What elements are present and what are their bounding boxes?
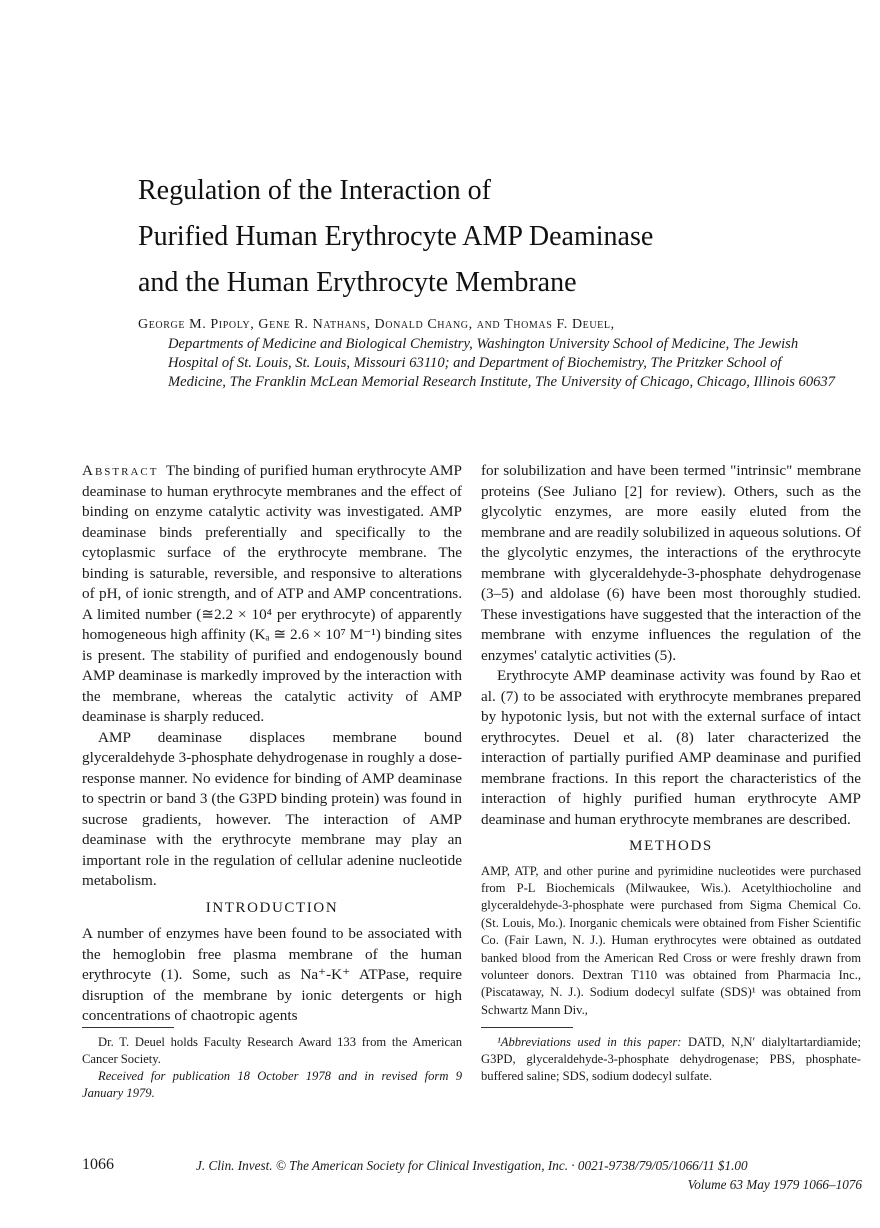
abbreviations-label: ¹Abbreviations used in this paper:	[497, 1035, 682, 1049]
footnote-rule-right	[481, 1027, 573, 1028]
journal-citation: J. Clin. Invest. © The American Society for Clinical Investigation, Inc. · 0021-9738/79/05/1066/11 $1.00	[196, 1158, 748, 1173]
article-title	[138, 168, 838, 306]
abstract-text-1: The binding of purified human erythrocyte AMP deaminase to human erythrocyte membranes and the effect of binding on enzyme catalytic activity was investigated. AMP deaminase binds preferentially and specifically to the cytoplasmic surface of the erythrocyte membrane. The binding is saturable, reversible, and responsive to alterations of pH, of ionic strength, and of ATP and AMP concentrations. A limited number (≅2.2 × 10⁴ per erythrocyte) of apparently homogeneous high affinity (Kₐ ≅ 2.6 × 10⁷ M⁻¹) binding sites is present. The stability of purified and endogenously bound AMP deaminase is markedly improved by the interaction with the membrane, whereas the catalytic activity of AMP deaminase is sharply reduced.	[82, 462, 462, 725]
footnotes-left	[82, 1034, 462, 1102]
author-list: George M. Pipoly, Gene R. Nathans, Donald Chang, and Thomas F. Deuel,	[138, 317, 615, 332]
left-column	[82, 461, 462, 1027]
introduction-paragraph-1-cont: for solubilization and have been termed "intrinsic" membrane proteins (See Juliano [2] for review). Others, such as the glycolytic enzymes, are more easily eluted from the membrane and are readily solubilized in aqueous solutions. Of the glycolytic enzymes, the interactions of the erythrocyte membrane with glyceraldehyde-3-phosphate dehydrogenase (3–5) and aldolase (6) have been most thoroughly studied. These investigations have suggested that the interaction of the membrane with enzyme influences the regulation of the enzymes' catalytic activities (5).	[481, 462, 862, 664]
footnote-abbreviations	[481, 1034, 861, 1085]
methods-heading: METHODS	[629, 838, 713, 854]
page-number: 1066	[82, 1156, 114, 1173]
title-line-3: and the Human Erythrocyte Membrane	[138, 267, 577, 298]
title-line-2: Purified Human Erythrocyte AMP Deaminase	[138, 221, 654, 252]
volume-info: Volume 63 May 1979 1066–1076	[687, 1177, 862, 1192]
footnote-rule-left	[82, 1027, 174, 1028]
title-line-1: Regulation of the Interaction of	[138, 175, 491, 206]
right-column	[481, 461, 861, 1019]
footnote-received: Received for publication 18 October 1978 and in revised form 9 January 1979.	[82, 1069, 462, 1100]
abstract-paragraph-1	[82, 461, 462, 728]
introduction-heading: INTRODUCTION	[205, 899, 339, 916]
abbreviations-text: DATD, N,N′ dialyltartardiamide; G3PD, glyceraldehyde-3-phosphate dehydrogenase; PBS, phosphate-buffered saline; SDS, sodium dodecyl sulfate.	[481, 1035, 861, 1083]
footnotes-right	[481, 1034, 861, 1085]
abstract-label: Abstract	[82, 462, 159, 479]
introduction-paragraph-2: Erythrocyte AMP deaminase activity was found by Rao et al. (7) to be associated with erythrocyte membranes prepared by hypotonic lysis, but not with the external surface of intact erythrocytes. Deuel et al. (8) later characterized the interaction of partially purified AMP deaminase and purified membrane fractions. In this report the characteristics of the interaction of highly purified human erythrocyte AMP deaminase and human erythrocyte membranes are described.	[481, 667, 861, 828]
introduction-paragraph-1-start: A number of enzymes have been found to be associated with the hemoglobin free plasma membrane of the human erythrocyte (1). Some, such as Na⁺-K⁺ ATPase, require disruption of the membrane by ionic detergents or high concentrations of chaotropic agents	[82, 925, 462, 1024]
author-affiliations: Departments of Medicine and Biological Chemistry, Washington University School of Medicine, The Jewish Hospital of St. Louis, St. Louis, Missouri 63110; and Department of Biochemistry, The Pritzker School of Medicine, The Franklin McLean Memorial Research Institute, The University of Chicago, Chicago, Illinois 60637	[168, 336, 836, 390]
abstract-paragraph-2: AMP deaminase displaces membrane bound glyceraldehyde 3-phosphate dehydrogenase in roughly a dose-response manner. No evidence for binding of AMP deaminase to spectrin or band 3 (the G3PD binding protein) was found in sucrose gradients, however. The interaction of AMP deaminase with the erythrocyte membrane may play an important role in the regulation of cellular adenine nucleotide metabolism.	[82, 728, 462, 889]
methods-paragraph-1: AMP, ATP, and other purine and pyrimidine nucleotides were purchased from P-L Biochemicals (Milwaukee, Wis.). Acetylthiocholine and glyceraldehyde-3-phosphate were purchased from Sigma Chemical Co. (St. Louis, Mo.). Inorganic chemicals were obtained from Fisher Scientific Co. (Fair Lawn, N. J.). Human erythrocytes were obtained as outdated banked blood from the American Red Cross or were freshly drawn from volunteer donors. Dextran T110 was obtained from Pharmacia Inc., (Piscataway, N. J.). Sodium dodecyl sulfate (SDS)¹ was obtained from Schwartz Mann Div.,	[481, 863, 861, 1017]
footnote-award: Dr. T. Deuel holds Faculty Research Award 133 from the American Cancer Society.	[82, 1035, 462, 1066]
